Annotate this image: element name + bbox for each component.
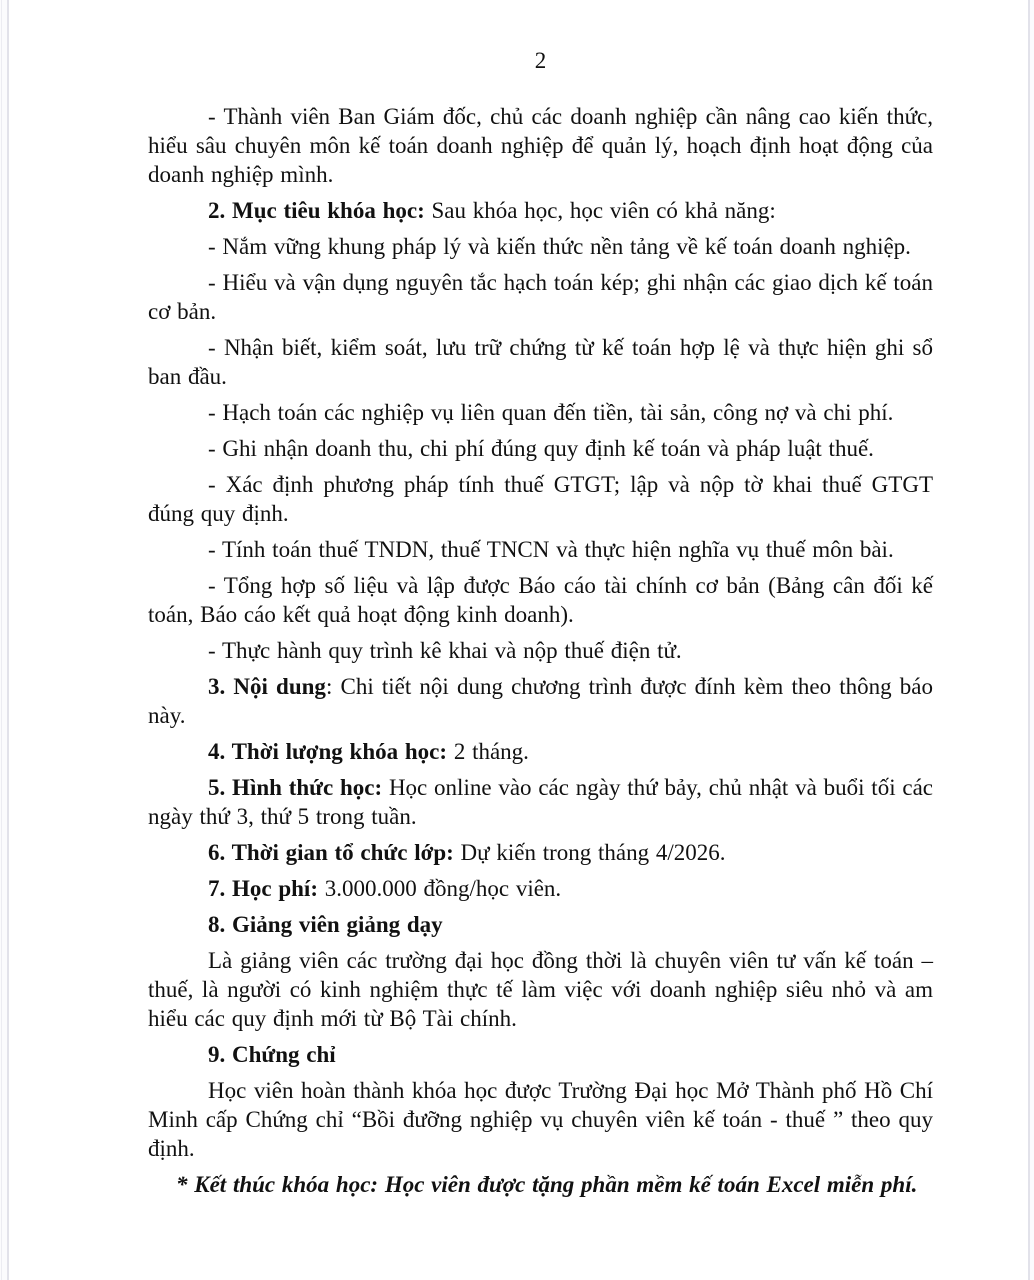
bullet-paragraph [148, 434, 933, 463]
paragraph [148, 1040, 933, 1069]
paragraph-text: - Tính toán thuế TNDN, thuế TNCN và thực hiện nghĩa vụ thuế môn bài. [208, 537, 894, 562]
paragraph [148, 196, 933, 225]
paragraph-text: - Hiểu và vận dụng nguyên tắc hạch toán kép; ghi nhận các giao dịch kế toán cơ bản. [148, 270, 933, 324]
section-heading: 3. Nội dung [208, 674, 326, 699]
paragraph-text: - Xác định phương pháp tính thuế GTGT; lập và nộp tờ khai thuế GTGT đúng quy định. [148, 472, 933, 526]
section-heading: 7. Học phí: [208, 876, 318, 901]
closing-note [148, 1170, 933, 1199]
paragraph-text: - Thành viên Ban Giám đốc, chủ các doanh nghiệp cần nâng cao kiến thức, hiểu sâu chuyên môn kế toán doanh nghiệp để quản lý, hoạch định hoạt động của doanh nghiệp mình. [148, 104, 933, 187]
bullet-paragraph [148, 398, 933, 427]
paragraph [148, 1076, 933, 1163]
paragraph-text: - Nhận biết, kiểm soát, lưu trữ chứng từ kế toán hợp lệ và thực hiện ghi sổ ban đầu. [148, 335, 933, 389]
page-right-edge [1028, 0, 1034, 1280]
paragraph-text: 2 tháng. [447, 739, 529, 764]
paragraph [148, 838, 933, 867]
paragraph-text: - Tổng hợp số liệu và lập được Báo cáo tài chính cơ bản (Bảng cân đối kế toán, Báo cáo kết quả hoạt động kinh doanh). [148, 573, 933, 627]
paragraph [148, 737, 933, 766]
bullet-paragraph [148, 268, 933, 326]
paragraph-text: Học viên hoàn thành khóa học được Trường Đại học Mở Thành phố Hồ Chí Minh cấp Chứng chỉ “Bồi đưỡng nghiệp vụ chuyên viên kế toán - thuế ” theo quy định. [148, 1078, 933, 1161]
paragraph-text: Học online vào các ngày thứ bảy, chủ nhật và buổi tối các ngày thứ 3, thứ 5 trong tuần. [148, 775, 934, 829]
paragraph [148, 102, 933, 189]
paragraph-text: Sau khóa học, học viên có khả năng: [424, 198, 776, 223]
bullet-paragraph [148, 636, 933, 665]
paragraph-text: - Nắm vững khung pháp lý và kiến thức nền tảng về kế toán doanh nghiệp. [208, 234, 911, 259]
document-page [9, 0, 1028, 1280]
bullet-paragraph [148, 571, 933, 629]
paragraph-text: - Ghi nhận doanh thu, chi phí đúng quy định kế toán và pháp luật thuế. [208, 436, 874, 461]
paragraph [148, 910, 933, 939]
bullet-paragraph [148, 232, 933, 261]
bullet-paragraph [148, 470, 933, 528]
paragraph [148, 874, 933, 903]
section-heading: 2. Mục tiêu khóa học: [208, 198, 425, 223]
paragraph-text: - Thực hành quy trình kê khai và nộp thuế điện tử. [208, 638, 682, 663]
paragraph-text: Dự kiến trong tháng 4/2026. [453, 840, 726, 865]
section-heading: 9. Chứng chỉ [208, 1042, 336, 1067]
paragraph [148, 946, 933, 1033]
section-heading: 4. Thời lượng khóa học: [208, 739, 448, 764]
page-left-edge [0, 0, 9, 1280]
paragraph [148, 773, 933, 831]
section-heading: 8. Giảng viên giảng dạy [208, 912, 443, 937]
paragraph-text: : Chi tiết nội dung chương trình được đính kèm theo thông báo này. [148, 674, 933, 728]
paragraph-text: Là giảng viên các trường đại học đồng thời là chuyên viên tư vấn kế toán – thuế, là người có kinh nghiệm thực tế làm việc với doanh nghiệp siêu nhỏ và am hiểu các quy định mới từ Bộ Tài chính. [148, 948, 933, 1031]
paragraph-text: - Hạch toán các nghiệp vụ liên quan đến tiền, tài sản, công nợ và chi phí. [208, 400, 894, 425]
paragraph-text: 3.000.000 đồng/học viên. [317, 876, 562, 901]
section-heading: 5. Hình thức học: [208, 775, 383, 800]
paragraph-text: * Kết thúc khóa học: Học viên được tặng phần mềm kế toán Excel miễn phí. [176, 1172, 918, 1197]
bullet-paragraph [148, 333, 933, 391]
paragraph [148, 672, 933, 730]
page-number: 2 [534, 48, 547, 73]
bullet-paragraph [148, 535, 933, 564]
section-heading: 6. Thời gian tổ chức lớp: [208, 840, 454, 865]
